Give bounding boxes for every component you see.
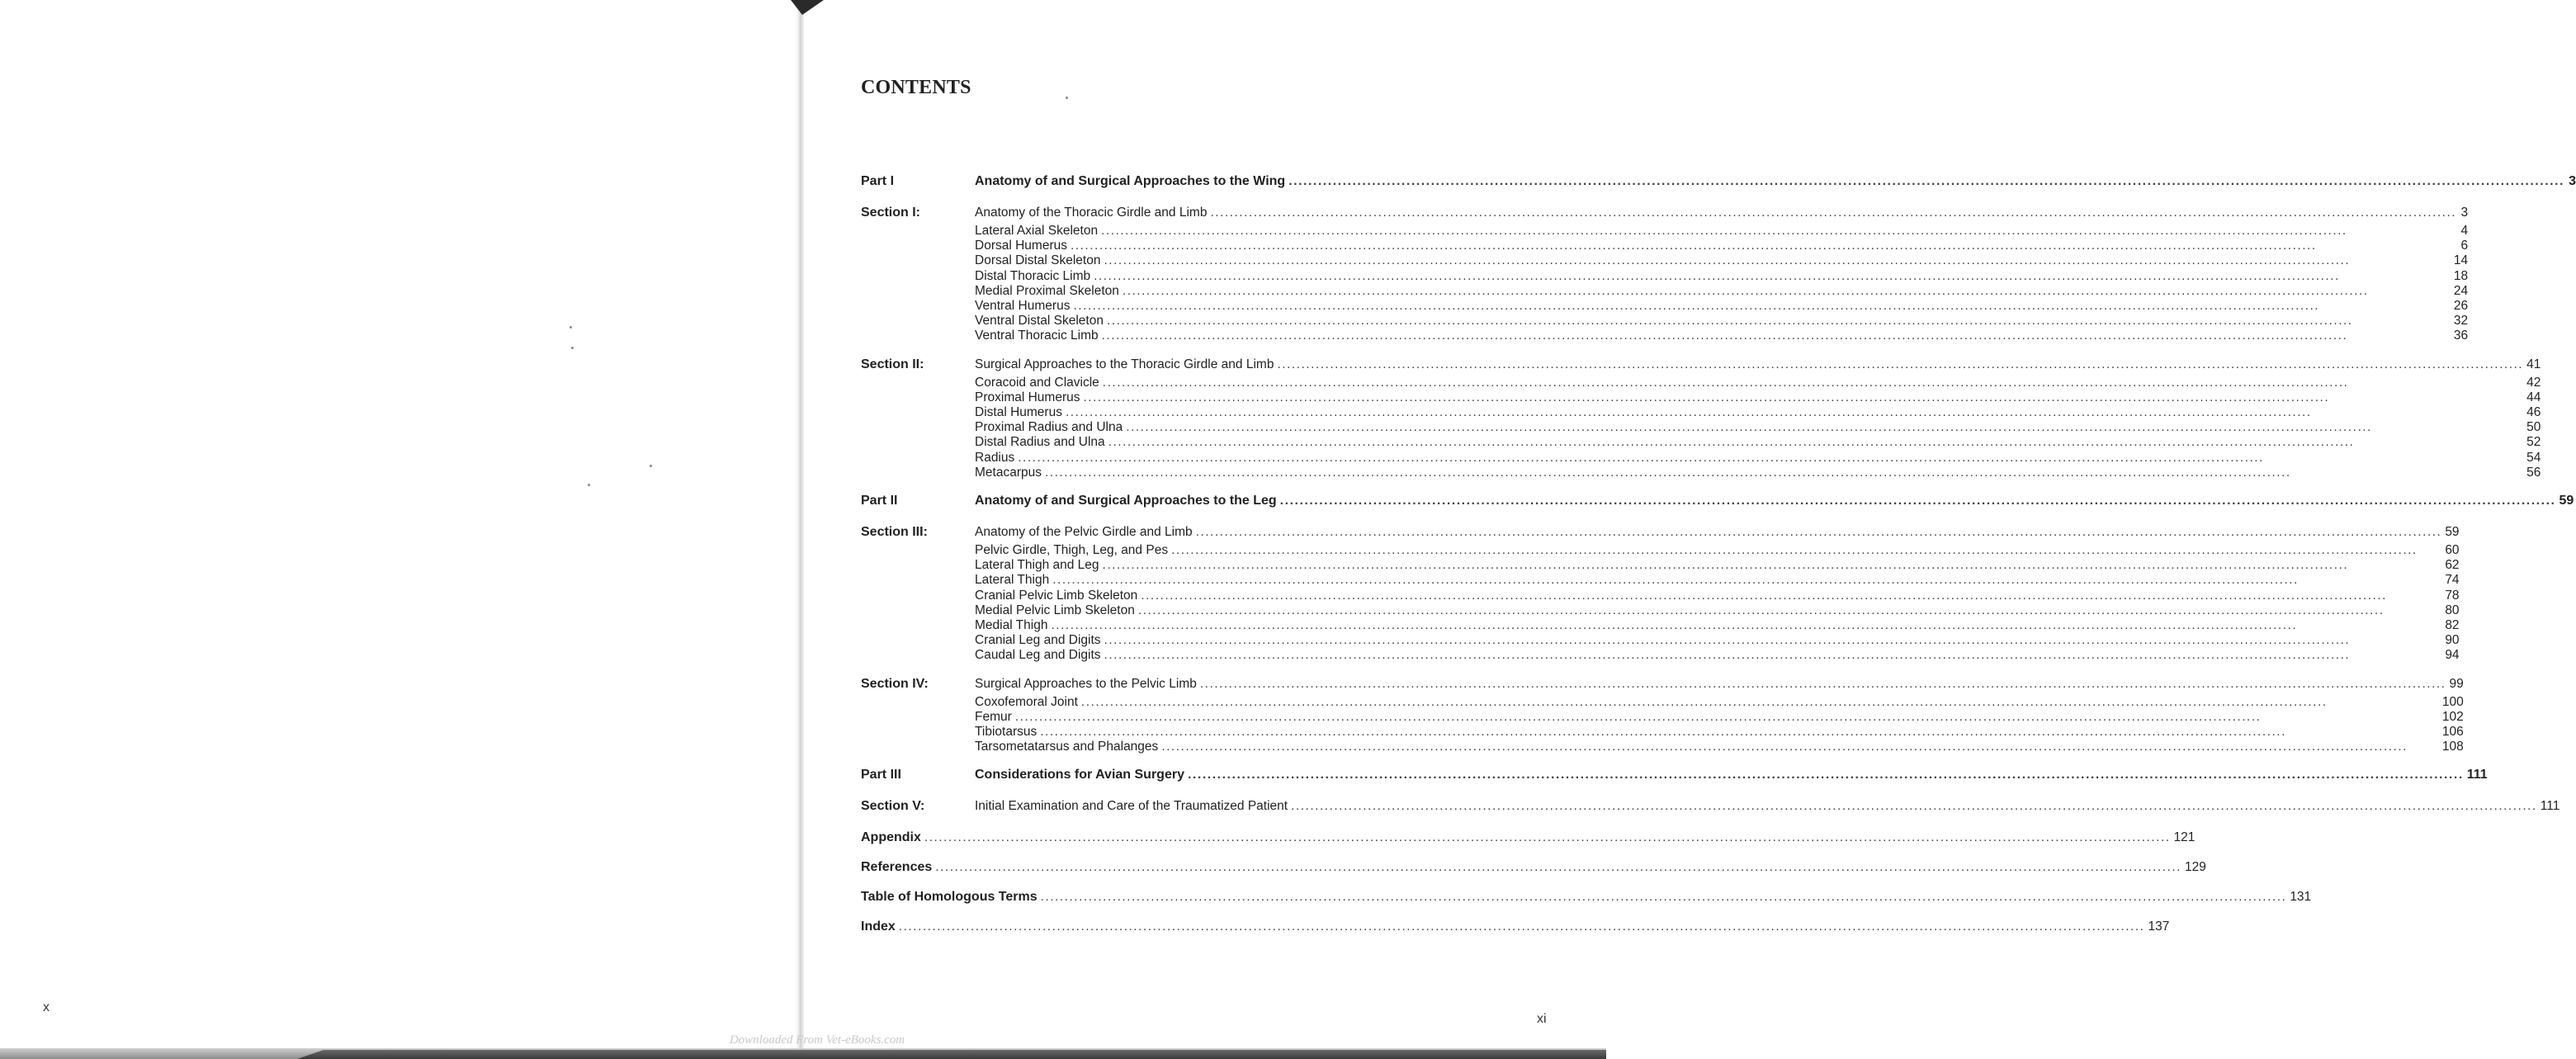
entry-page: 50 <box>2526 420 2541 435</box>
entry-title: Dorsal Humerus <box>975 239 1067 253</box>
leader-dots <box>1188 764 2464 786</box>
entry-title: Proximal Radius and Ulna <box>975 420 1123 435</box>
entry-title: Anatomy of and Surgical Approaches to the Wing <box>975 174 1286 188</box>
entry-title: References <box>861 860 933 875</box>
leader-dots <box>1196 522 2442 543</box>
toc-index[interactable] <box>861 916 2170 938</box>
toc-entry[interactable] <box>975 674 2464 695</box>
leader-dots <box>1051 618 2441 633</box>
entry-title: Cranial Pelvic Limb Skeleton <box>975 588 1138 603</box>
toc-section-3 <box>861 522 2460 664</box>
entry-title: Lateral Axial Skeleton <box>975 224 1099 238</box>
leader-dots <box>1126 420 2523 435</box>
scan-speck <box>588 484 590 486</box>
table-of-contents <box>861 171 2576 946</box>
entry-title: Femur <box>975 709 1012 724</box>
toc-entry[interactable] <box>975 269 2468 284</box>
toc-appendix[interactable] <box>861 827 2196 849</box>
leader-dots <box>899 920 2145 934</box>
download-watermark: Downloaded From Vet-eBooks.com <box>729 1033 905 1047</box>
entry-page: 24 <box>2453 283 2469 298</box>
toc-entry[interactable] <box>975 354 2541 376</box>
entry-title: Ventral Distal Skeleton <box>975 314 1104 329</box>
leader-dots <box>1041 890 2287 905</box>
leader-dots <box>1103 376 2523 390</box>
leader-dots <box>1066 405 2523 420</box>
toc-entry[interactable] <box>975 558 2460 573</box>
entry-page: 129 <box>2184 860 2206 875</box>
entry-page: 3 <box>2460 206 2469 220</box>
entry-page: 32 <box>2453 314 2469 329</box>
toc-entry[interactable] <box>975 648 2460 663</box>
entry-title: Lateral Thigh <box>975 573 1050 588</box>
section-label: Section II: <box>861 357 924 371</box>
toc-entry[interactable] <box>975 796 2559 817</box>
toc-entry[interactable] <box>975 405 2541 420</box>
entry-page: 36 <box>2453 329 2469 343</box>
toc-entry[interactable] <box>975 253 2468 268</box>
left-page-number: x <box>43 1000 50 1014</box>
section-label: Section IV: <box>861 676 929 691</box>
entry-page: 56 <box>2526 465 2541 480</box>
toc-section-4 <box>861 674 2464 755</box>
entry-title: Distal Humerus <box>975 405 1062 420</box>
entry-page: 4 <box>2460 224 2469 238</box>
toc-entry[interactable] <box>975 284 2468 299</box>
section-label: Section V: <box>861 799 925 814</box>
leader-dots <box>1083 390 2523 405</box>
contents-title: CONTENTS <box>861 77 971 98</box>
toc-section-5 <box>861 796 2560 817</box>
toc-entry[interactable] <box>975 725 2464 740</box>
entry-page: 6 <box>2460 239 2469 253</box>
toc-entry[interactable] <box>975 710 2464 725</box>
entry-page: 78 <box>2445 588 2460 603</box>
entry-title: Tibiotarsus <box>975 725 1037 740</box>
leader-dots <box>1015 710 2439 725</box>
toc-entry[interactable] <box>975 171 2576 192</box>
scan-speck <box>570 326 572 329</box>
leader-dots <box>1104 253 2450 268</box>
toc-entry[interactable] <box>975 376 2541 390</box>
leader-dots <box>1288 171 2564 192</box>
entry-page: 106 <box>2441 725 2464 740</box>
toc-part-3 <box>861 764 2488 786</box>
entry-title: Coxofemoral Joint <box>975 694 1078 709</box>
toc-entry[interactable] <box>975 451 2541 466</box>
toc-entry[interactable] <box>975 490 2574 512</box>
entry-page: 111 <box>2466 768 2488 782</box>
leader-dots <box>1280 490 2556 512</box>
entry-title: Anatomy of the Thoracic Girdle and Limb <box>975 206 1208 220</box>
toc-part-2 <box>861 490 2574 512</box>
entry-title: Ventral Humerus <box>975 299 1071 314</box>
leader-dots <box>1104 648 2442 663</box>
toc-entry[interactable] <box>975 420 2541 435</box>
section-label: Section III: <box>861 525 928 540</box>
entry-page: 46 <box>2526 405 2541 420</box>
leader-dots <box>1200 674 2446 695</box>
book-gutter <box>796 0 804 1059</box>
toc-entry[interactable] <box>975 202 2468 224</box>
entry-title: Lateral Thigh and Leg <box>975 558 1099 573</box>
leader-dots <box>935 860 2181 875</box>
entry-page: 41 <box>2526 357 2541 371</box>
entry-title: Surgical Approaches to the Pelvic Limb <box>975 676 1197 691</box>
entry-page: 14 <box>2453 253 2469 268</box>
entry-title: Index <box>861 920 896 934</box>
leader-dots <box>1103 558 2442 573</box>
toc-homologous-terms[interactable] <box>861 886 2312 908</box>
toc-entry[interactable] <box>975 695 2464 710</box>
entry-page: 59 <box>2445 525 2460 540</box>
entry-title: Metacarpus <box>975 465 1042 480</box>
entry-page: 82 <box>2445 618 2460 633</box>
leader-dots <box>1040 725 2439 740</box>
entry-page: 60 <box>2445 543 2460 558</box>
entry-page: 94 <box>2445 648 2460 663</box>
toc-entry[interactable] <box>975 435 2541 450</box>
leader-dots <box>1018 451 2523 466</box>
leader-dots <box>1123 284 2451 299</box>
leader-dots <box>1161 740 2439 754</box>
toc-entry[interactable] <box>975 314 2468 329</box>
toc-entry[interactable] <box>975 740 2464 754</box>
entry-page: 102 <box>2441 709 2464 724</box>
toc-entry[interactable] <box>975 573 2460 588</box>
scan-speck <box>650 465 652 467</box>
entry-page: 26 <box>2453 299 2469 314</box>
entry-page: 54 <box>2526 450 2541 465</box>
entry-title: Considerations for Avian Surgery <box>975 768 1184 782</box>
entry-page: 99 <box>2449 676 2464 691</box>
entry-title: Pelvic Girdle, Thigh, Leg, and Pes <box>975 543 1169 558</box>
entry-title: Appendix <box>861 830 921 845</box>
entry-title: Initial Examination and Care of the Traumatized Patient <box>975 799 1288 814</box>
leader-dots <box>1141 589 2441 603</box>
leader-dots <box>1045 466 2523 480</box>
entry-page: 52 <box>2526 435 2541 450</box>
entry-page: 18 <box>2453 268 2469 283</box>
leader-dots <box>1108 435 2523 450</box>
entry-title: Distal Radius and Ulna <box>975 435 1105 450</box>
entry-page: 62 <box>2445 558 2460 573</box>
toc-entry[interactable] <box>975 466 2541 480</box>
leader-dots <box>1101 224 2456 239</box>
entry-page: 42 <box>2526 375 2541 390</box>
leader-dots <box>1052 573 2441 588</box>
entry-title: Surgical Approaches to the Thoracic Girdle and Limb <box>975 357 1274 371</box>
toc-entry[interactable] <box>975 764 2488 786</box>
leader-dots <box>1291 796 2537 817</box>
leader-dots <box>1210 202 2456 224</box>
toc-entry[interactable] <box>975 543 2460 558</box>
entry-page: 100 <box>2441 694 2464 709</box>
leader-dots <box>1094 269 2451 284</box>
entry-title: Coracoid and Clavicle <box>975 375 1099 390</box>
scan-speck <box>1066 97 1068 99</box>
entry-page: 131 <box>2290 890 2312 905</box>
entry-title: Tarsometatarsus and Phalanges <box>975 740 1159 754</box>
entry-title: Medial Thigh <box>975 618 1048 633</box>
entry-page: 111 <box>2540 799 2560 814</box>
toc-references[interactable] <box>861 857 2206 878</box>
toc-section-2 <box>861 354 2541 480</box>
part-label: Part II <box>861 494 898 508</box>
entry-page: 137 <box>2148 920 2170 934</box>
leader-dots <box>1081 695 2439 710</box>
toc-entry[interactable] <box>975 522 2460 543</box>
entry-page: 80 <box>2445 603 2460 617</box>
entry-page: 121 <box>2173 830 2196 845</box>
toc-entry[interactable] <box>975 390 2541 405</box>
toc-entry[interactable] <box>975 603 2460 618</box>
toc-section-1 <box>861 202 2469 344</box>
leader-dots <box>924 830 2171 845</box>
leader-dots <box>1171 543 2441 558</box>
entry-title: Distal Thoracic Limb <box>975 268 1091 283</box>
entry-title: Radius <box>975 450 1015 465</box>
entry-title: Medial Pelvic Limb Skeleton <box>975 603 1135 617</box>
entry-page: 3 <box>2569 174 2576 188</box>
toc-entry[interactable] <box>975 224 2468 239</box>
entry-page: 74 <box>2445 573 2460 588</box>
leader-dots <box>1107 314 2451 329</box>
entry-title: Anatomy of the Pelvic Girdle and Limb <box>975 525 1193 540</box>
entry-title: Anatomy of and Surgical Approaches to the Leg <box>975 494 1277 508</box>
toc-entry[interactable] <box>975 589 2460 603</box>
leader-dots <box>1073 299 2450 314</box>
entry-page: 108 <box>2441 740 2464 754</box>
part-label: Part III <box>861 768 901 782</box>
scan-speck <box>571 347 574 349</box>
leader-dots <box>1138 603 2441 618</box>
leader-dots <box>1071 239 2456 253</box>
leader-dots <box>1277 354 2523 376</box>
entry-title: Proximal Humerus <box>975 390 1080 404</box>
entry-page: 44 <box>2526 390 2541 404</box>
entry-page: 59 <box>2559 494 2574 508</box>
entry-title: Cranial Leg and Digits <box>975 633 1101 648</box>
entry-title: Medial Proximal Skeleton <box>975 283 1119 298</box>
leader-dots <box>1104 633 2442 648</box>
entry-title: Dorsal Distal Skeleton <box>975 253 1101 268</box>
right-page-number: xi <box>1537 1012 1547 1026</box>
toc-entry[interactable] <box>975 329 2468 343</box>
toc-entry[interactable] <box>975 633 2460 648</box>
scan-edge-shadow <box>297 1050 1606 1059</box>
toc-entry[interactable] <box>975 618 2460 633</box>
section-label: Section I: <box>861 206 921 220</box>
entry-page: 90 <box>2445 633 2460 648</box>
entry-title: Ventral Thoracic Limb <box>975 329 1099 343</box>
toc-part-1 <box>861 171 2576 192</box>
toc-entry[interactable] <box>975 299 2468 314</box>
leader-dots <box>1102 329 2451 343</box>
entry-title: Caudal Leg and Digits <box>975 648 1101 663</box>
toc-entry[interactable] <box>975 239 2468 253</box>
entry-title: Table of Homologous Terms <box>861 890 1037 905</box>
part-label: Part I <box>861 174 895 188</box>
